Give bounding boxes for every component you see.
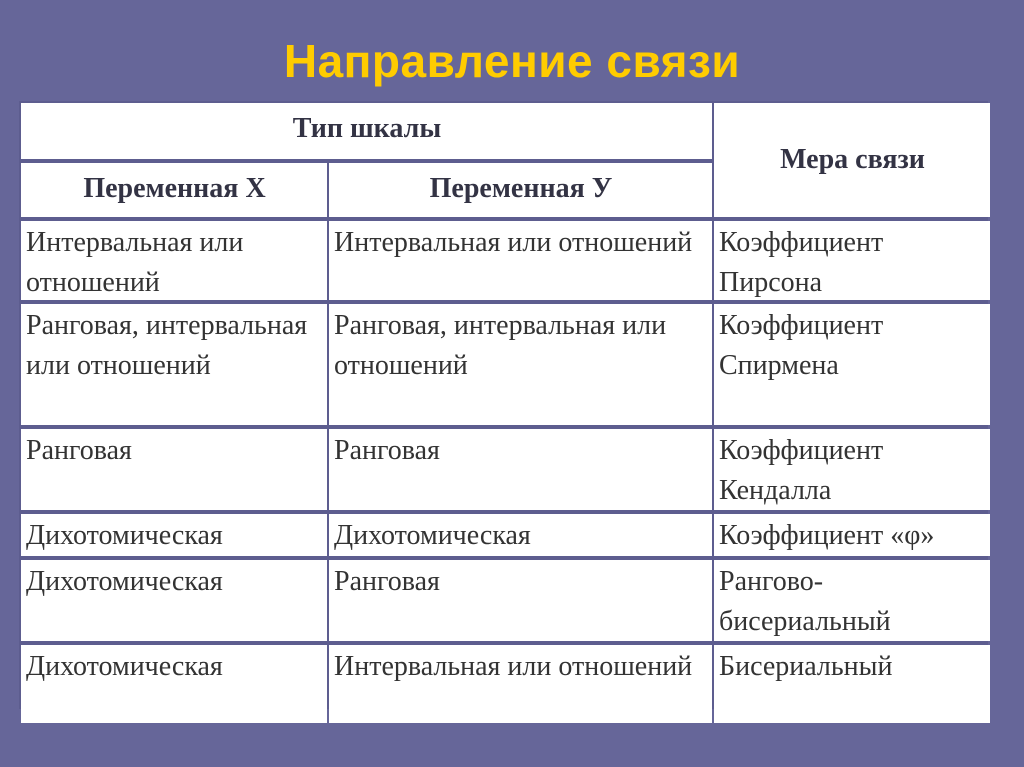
row-4-measure: Коэффициент «φ» (714, 514, 990, 556)
row-2-variable-x: Ранговая, интервальная или отношений (21, 304, 327, 425)
row-2-measure: Коэффициент Спирмена (714, 304, 990, 425)
row-4-variable-x: Дихотомическая (21, 514, 327, 556)
header-scale-type: Тип шкалы (21, 103, 712, 159)
row-2-variable-y: Ранговая, интервальная или отношений (329, 304, 712, 425)
row-4-variable-y: Дихотомическая (329, 514, 712, 556)
slide-title: Направление связи (283, 35, 741, 87)
row-1-variable-y: Интервальная или отношений (329, 221, 712, 300)
row-6-variable-y: Интервальная или отношений (329, 645, 712, 723)
row-5-variable-y: Ранговая (329, 560, 712, 641)
header-variable-x: Переменная X (21, 163, 327, 217)
row-3-variable-y: Ранговая (329, 429, 712, 510)
row-6-measure: Бисериальный (714, 645, 990, 723)
correlation-table (19, 101, 988, 709)
row-6-variable-x: Дихотомическая (21, 645, 327, 723)
header-measure-label: Мера связи (780, 144, 925, 175)
row-1-variable-x: Интервальная или отношений (21, 221, 327, 300)
row-5-variable-x: Дихотомическая (21, 560, 327, 641)
row-1-measure: Коэффициент Пирсона (714, 221, 990, 300)
row-5-measure: Рангово-бисериальный (714, 560, 990, 641)
row-3-variable-x: Ранговая (21, 429, 327, 510)
row-3-measure: Коэффициент Кендалла (714, 429, 990, 510)
header-measure (714, 103, 990, 217)
header-variable-y: Переменная У (329, 163, 712, 217)
